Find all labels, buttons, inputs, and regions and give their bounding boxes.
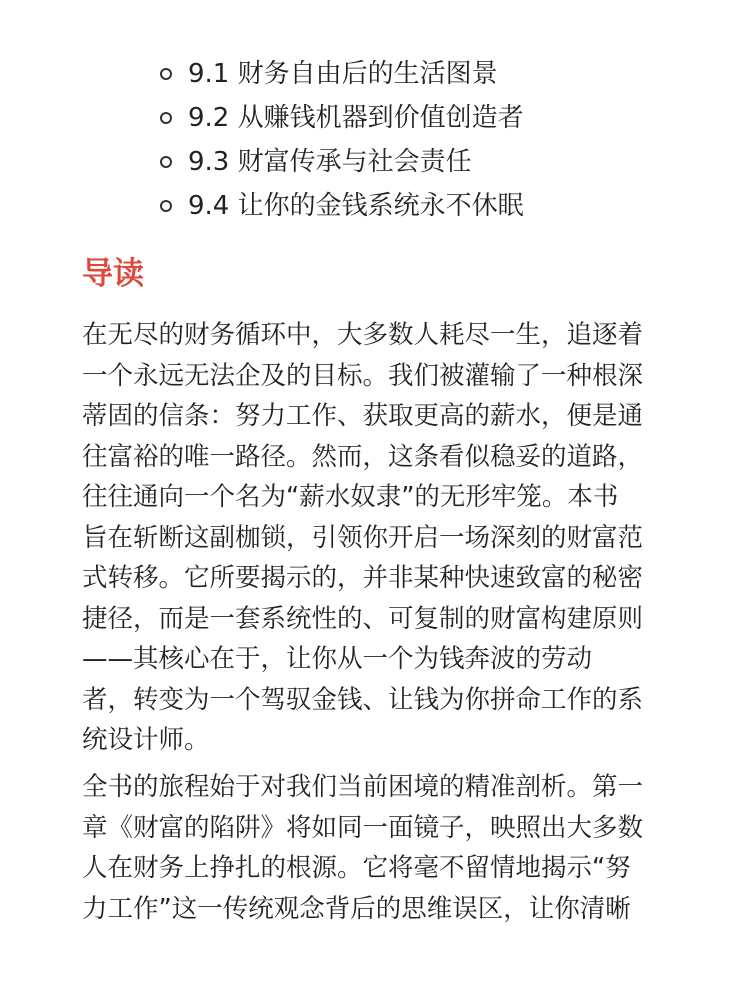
paragraph-line: ——其核心在于，让你从一个为钱奔波的劳动 bbox=[82, 644, 593, 674]
toc-item-label: 9.1 财务自由后的生活图景 bbox=[188, 59, 498, 89]
toc-item-label: 9.3 财富传承与社会责任 bbox=[188, 147, 472, 177]
hollow-circle-bullet-icon bbox=[160, 156, 172, 168]
paragraph-line: 者，转变为一个驾驭金钱、让钱为你拼命工作的系 bbox=[82, 684, 644, 715]
toc-item[interactable] bbox=[160, 184, 524, 228]
toc-item[interactable] bbox=[160, 140, 524, 184]
paragraph-line: 力工作”这一传统观念背后的思维误区，让你清晰 bbox=[82, 893, 631, 924]
paragraph-line: 旨在斩断这副枷锁，引领你开启一场深刻的财富范 bbox=[82, 522, 644, 553]
paragraph-line: 章《财富的陷阱》将如同一面镜子，映照出大多数 bbox=[82, 812, 644, 843]
paragraph-line: 人在财务上挣扎的根源。它将毫不留情地揭示“努 bbox=[82, 853, 631, 883]
intro-paragraph bbox=[82, 315, 682, 761]
hollow-circle-bullet-icon bbox=[160, 200, 172, 212]
paragraph-line: 往富裕的唯一路径。然而，这条看似稳妥的道路， bbox=[82, 441, 644, 472]
paragraph-line: 往往通向一个名为“薪水奴隶”的无形牢笼。本书 bbox=[82, 482, 619, 512]
paragraph-line: 统设计师。 bbox=[82, 725, 210, 755]
toc-item[interactable] bbox=[160, 96, 524, 140]
body-paragraph bbox=[82, 767, 682, 929]
paragraph-line: 捷径，而是一套系统性的、可复制的财富构建原则 bbox=[82, 603, 644, 634]
paragraph-line: 一个永远无法企及的目标。我们被灌输了一种根深 bbox=[82, 360, 644, 391]
toc-item[interactable] bbox=[160, 52, 524, 96]
paragraph-line: 在无尽的财务循环中，大多数人耗尽一生，追逐着 bbox=[82, 320, 644, 350]
toc-item-label: 9.4 让你的金钱系统永不休眠 bbox=[188, 191, 524, 221]
paragraph-line: 式转移。它所要揭示的，并非某种快速致富的秘密 bbox=[82, 563, 644, 593]
paragraph-line: 蒂固的信条：努力工作、获取更高的薪水，便是通 bbox=[82, 401, 644, 431]
hollow-circle-bullet-icon bbox=[160, 112, 172, 124]
hollow-circle-bullet-icon bbox=[160, 68, 172, 80]
toc-item-label: 9.2 从赚钱机器到价值创造者 bbox=[188, 103, 524, 133]
table-of-contents bbox=[160, 52, 524, 228]
section-heading: 导读 bbox=[82, 256, 144, 292]
paragraph-line: 全书的旅程始于对我们当前困境的精准剖析。第一 bbox=[82, 772, 644, 802]
